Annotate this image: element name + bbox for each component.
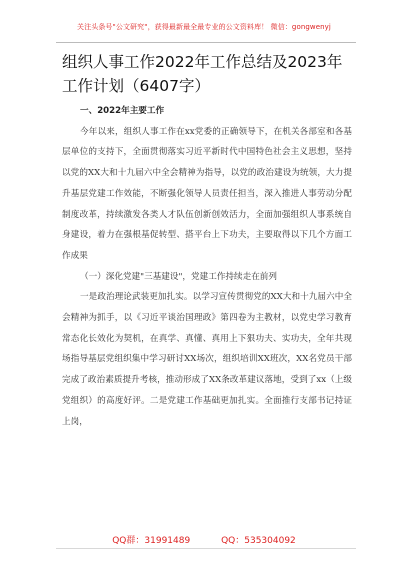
footer-qq: QQ：535304092 [221, 536, 296, 546]
footer-divider [56, 548, 356, 549]
subheading-party-building: （一）深化党建"三基建设"，党建工作持续走在前列 [80, 271, 277, 282]
top-notice-banner: 关注头条号"公文研究"，获得最新最全最专业的公文资料库！ 微信：gongwenyj [77, 23, 331, 31]
header-divider [56, 42, 356, 43]
paragraph-intro: 今年以来，组织人事工作在xx党委的正确领导下，在机关各部室和各基层单位的支持下，全面贯彻落实习近平新时代中国特色社会主义思想，坚持以党的XX大和十九届六中全会精神为指导，以党的政治建设为统领，大力提升基层党建工作效能，不断强化领导人员责任担当，深入推进人事劳动分配制度改革，持续激发各类人才队伍创新创效活力，全面加强组织人事系统自身建设，着力在强根基促转型、搭平台上下功夫，主要取得以下几个方面工作成果 [62, 126, 352, 261]
document-body [62, 101, 352, 432]
document-title: 组织人事工作2022年工作总结及2023年工作计划（6407字） [62, 53, 343, 95]
paragraph-political-theory: 一是政治理论武装更加扎实。以学习宣传贯彻党的XX大和十九届六中全会精神为抓手，以《习近平谈治国理政》第四卷为主教材，以党史学习教育常态化长效化为契机，在真学、真懂、真用上下狠功夫、实功夫，全年共现场指导基层党组织集中学习研讨XX场次，组织培训XX班次，XX名党员干部完成了政治素质提升考核，推动形成了XX条改革建议落地，受到了xx（上级党组织）的高度好评。二是党建工作基础更加扎实。全面推行支部书记持证上岗， [62, 292, 352, 427]
section-heading: 一、2022年主要工作 [80, 106, 165, 116]
footer-contacts [0, 533, 408, 546]
footer-qq-group: QQ群：31991489 [112, 536, 191, 546]
